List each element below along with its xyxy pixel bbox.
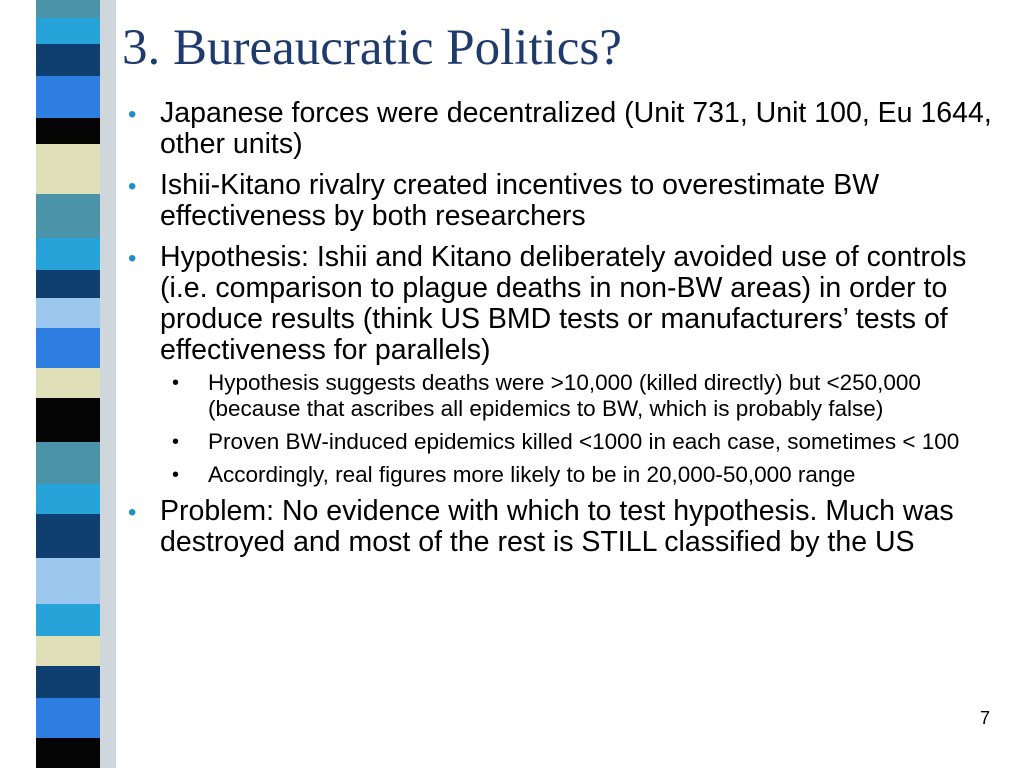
- stripe-band: [36, 238, 100, 270]
- stripe-band: [36, 18, 100, 44]
- bullet-item: [128, 242, 1016, 366]
- stripe-band: [36, 194, 100, 238]
- stripe-band: [36, 0, 100, 18]
- sub-bullet-item: [172, 462, 1016, 488]
- bullet-marker-icon: •: [128, 173, 137, 200]
- stripe-band: [36, 698, 100, 738]
- stripe-band: [36, 328, 100, 368]
- stripe-band: [36, 76, 100, 118]
- stripe-band: [36, 398, 100, 442]
- stripe-band: [36, 558, 100, 604]
- sub-bullet-marker-icon: •: [172, 372, 180, 394]
- stripe-band: [36, 514, 100, 558]
- stripe-band: [36, 44, 100, 76]
- bullet-text: Ishii-Kitano rivalry created incentives to overestimate BW effectiveness by both researchers: [160, 169, 880, 232]
- stripe-band: [36, 118, 100, 144]
- sub-bullet-list: [128, 370, 1016, 488]
- sub-bullet-text: Hypothesis suggests deaths were >10,000 (killed directly) but <250,000 (because that ascribes all epidemics to BW, which is probably false): [208, 370, 921, 421]
- bullet-item: [128, 170, 1016, 232]
- bullet-item: [128, 496, 1016, 558]
- stripe-band: [36, 484, 100, 514]
- sub-bullet-item: [172, 370, 1016, 422]
- sub-bullet-item: [172, 429, 1016, 455]
- slide-title: 3. Bureaucratic Politics?: [122, 20, 622, 76]
- bullet-text: Japanese forces were decentralized (Unit 731, Unit 100, Eu 1644, other units): [160, 97, 992, 160]
- decorative-stripe-bar: [36, 0, 100, 768]
- stripe-band: [36, 368, 100, 398]
- bullet-marker-icon: •: [128, 245, 137, 272]
- stripe-band: [36, 270, 100, 298]
- bullet-text: Problem: No evidence with which to test hypothesis. Much was destroyed and most of the rest is STILL classified by the US: [160, 495, 954, 558]
- page-number: 7: [979, 708, 990, 728]
- stripe-band: [36, 666, 100, 698]
- slide-content: [128, 98, 1016, 568]
- sub-bullet-marker-icon: •: [172, 431, 180, 453]
- stripe-band: [36, 738, 100, 768]
- stripe-band: [36, 144, 100, 194]
- stripe-band: [36, 636, 100, 666]
- sub-bullet-marker-icon: •: [172, 464, 180, 486]
- stripe-band: [36, 298, 100, 328]
- sub-bullet-text: Proven BW-induced epidemics killed <1000 in each case, sometimes < 100: [208, 429, 960, 454]
- bullet-marker-icon: •: [128, 101, 137, 128]
- stripe-band: [36, 442, 100, 484]
- bullet-item: [128, 98, 1016, 160]
- bullet-text: Hypothesis: Ishii and Kitano deliberately avoided use of controls (i.e. comparison to plague deaths in non-BW areas) in order to produce results (think US BMD tests or manufacturers’ tests of effectiveness for parallels): [160, 241, 967, 366]
- stripe-band: [36, 604, 100, 636]
- sub-bullet-text: Accordingly, real figures more likely to be in 20,000-50,000 range: [208, 462, 856, 487]
- bullet-marker-icon: •: [128, 499, 137, 526]
